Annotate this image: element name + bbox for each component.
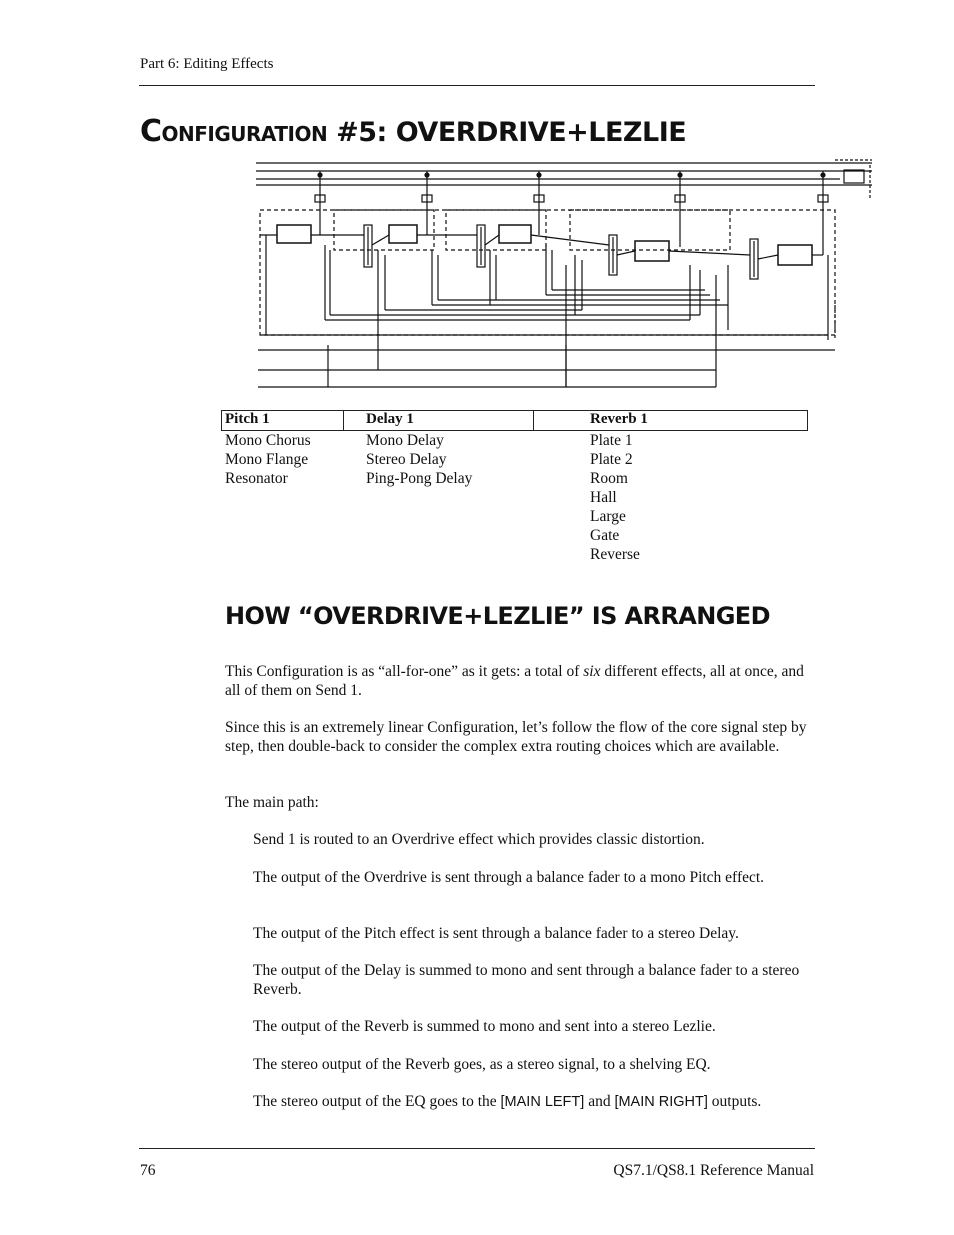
- paragraph-intro: [225, 662, 815, 700]
- page-number: 76: [140, 1162, 156, 1179]
- pitch-effects-list: [225, 431, 311, 488]
- main-right-label: [MAIN RIGHT]: [614, 1094, 708, 1110]
- text-run: The stereo output of the EQ goes to the: [253, 1093, 501, 1110]
- footer-rule: [139, 1148, 815, 1149]
- text-run: different effects, all at once, and all of them on Send 1.: [225, 663, 804, 699]
- title-rest: #5: OVERDRIVE+LEZLIE: [336, 117, 687, 148]
- list-item: Mono Chorus: [225, 432, 311, 449]
- list-item: Gate: [590, 527, 620, 544]
- output-block: [844, 170, 864, 183]
- table-divider: [533, 410, 534, 431]
- step-item: The output of the Reverb is summed to mono and sent into a stereo Lezlie.: [253, 1018, 716, 1035]
- step-item: The output of the Delay is summed to mono and sent through a balance fader to a stereo Reverb.: [253, 962, 800, 998]
- paragraph-main-path: The main path:: [225, 794, 319, 811]
- section-heading: HOW “OVERDRIVE+LEZLIE” IS ARRANGED: [225, 602, 770, 630]
- list-item: Ping-Pong Delay: [366, 470, 473, 487]
- effect-blocks: [277, 225, 812, 265]
- list-item: Reverse: [590, 546, 640, 563]
- running-head: Part 6: Editing Effects: [140, 56, 274, 72]
- signal-path: [260, 235, 823, 259]
- header-rule: [139, 85, 815, 86]
- emphasis: six: [583, 663, 601, 680]
- table-heading-pitch: Pitch 1: [225, 411, 270, 427]
- effects-table-header: [221, 410, 808, 431]
- list-item: Stereo Delay: [366, 451, 447, 468]
- main-left-label: [MAIN LEFT]: [500, 1094, 585, 1110]
- list-item: Plate 1: [590, 432, 633, 449]
- list-item: Large: [590, 508, 626, 525]
- table-divider: [343, 410, 344, 431]
- step-item: The output of the Overdrive is sent through a balance fader to a mono Pitch effect.: [253, 869, 765, 886]
- step-item: [253, 1092, 823, 1112]
- list-item: Plate 2: [590, 451, 633, 468]
- list-item: Mono Flange: [225, 451, 309, 468]
- table-heading-delay: Delay 1: [366, 411, 414, 427]
- paragraph-linear: Since this is an extremely linear Configuration, let’s follow the flow of the core signal step by step, then double-back to consider the complex extra routing choices which are available.: [225, 719, 807, 755]
- step-item: The stereo output of the Reverb goes, as a stereo signal, to a shelving EQ.: [253, 1056, 711, 1073]
- text-run: and: [584, 1093, 615, 1110]
- return-lines: [258, 235, 835, 387]
- list-item: Mono Delay: [366, 432, 444, 449]
- routing-diagram: [250, 155, 880, 395]
- text-run: This Configuration is as “all-for-one” as it gets: a total of: [225, 663, 584, 680]
- delay-effects-list: [366, 431, 472, 488]
- list-item: Hall: [590, 489, 617, 506]
- text-run: outputs.: [707, 1093, 762, 1110]
- title-initial: C: [140, 114, 162, 149]
- page-title: [140, 114, 686, 149]
- block-frames: [260, 210, 835, 335]
- list-item: Room: [590, 470, 628, 487]
- step-item: The output of the Pitch effect is sent through a balance fader to a stereo Delay.: [253, 925, 739, 942]
- reverb-effects-list: [590, 431, 640, 564]
- manual-title: QS7.1/QS8.1 Reference Manual: [613, 1162, 814, 1179]
- table-heading-reverb: Reverb 1: [590, 411, 648, 427]
- title-small-caps: ONFIGURATION: [161, 122, 328, 146]
- list-item: Resonator: [225, 470, 288, 487]
- step-item: Send 1 is routed to an Overdrive effect which provides classic distortion.: [253, 831, 705, 848]
